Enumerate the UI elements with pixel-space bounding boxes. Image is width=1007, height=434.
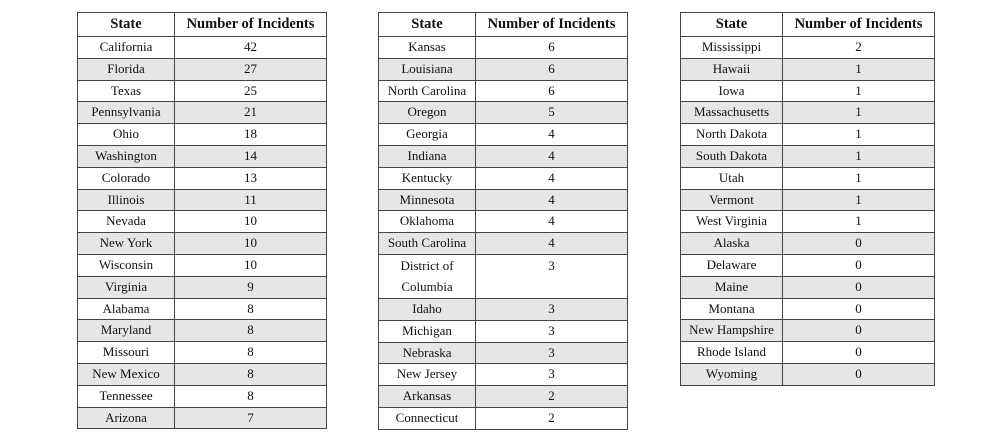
incident-count-cell: 6 xyxy=(476,80,628,102)
incident-count-cell: 2 xyxy=(476,407,628,429)
table-row xyxy=(681,102,935,124)
state-cell: Arizona xyxy=(78,407,175,429)
state-cell: South Carolina xyxy=(379,233,476,255)
state-cell: Minnesota xyxy=(379,189,476,211)
state-cell: Delaware xyxy=(681,254,783,276)
incident-count-cell: 8 xyxy=(175,342,327,364)
incident-count-cell: 7 xyxy=(175,407,327,429)
table-row xyxy=(379,167,628,189)
table-row xyxy=(681,37,935,59)
state-cell: New Mexico xyxy=(78,363,175,385)
table-row xyxy=(78,320,327,342)
table-row xyxy=(681,211,935,233)
state-cell: Maryland xyxy=(78,320,175,342)
state-cell: Illinois xyxy=(78,189,175,211)
incident-count-cell: 4 xyxy=(476,124,628,146)
incident-count-cell: 42 xyxy=(175,37,327,59)
state-cell: North Dakota xyxy=(681,124,783,146)
state-cell: Texas xyxy=(78,80,175,102)
state-cell: Louisiana xyxy=(379,58,476,80)
state-cell: Nebraska xyxy=(379,342,476,364)
state-cell: Tennessee xyxy=(78,385,175,407)
state-cell: Utah xyxy=(681,167,783,189)
incident-count-cell: 8 xyxy=(175,320,327,342)
state-column-header: State xyxy=(681,13,783,37)
table-row xyxy=(681,276,935,298)
state-cell: Michigan xyxy=(379,320,476,342)
incidents-column-header: Number of Incidents xyxy=(476,13,628,37)
state-cell: New York xyxy=(78,233,175,255)
table-row xyxy=(681,58,935,80)
table-row xyxy=(78,276,327,298)
table-body xyxy=(78,37,327,429)
state-cell: Colorado xyxy=(78,167,175,189)
incidents-column-header: Number of Incidents xyxy=(783,13,935,37)
incident-count-cell: 10 xyxy=(175,211,327,233)
table-row xyxy=(681,298,935,320)
state-cell: North Carolina xyxy=(379,80,476,102)
incidents-table-3 xyxy=(680,12,935,386)
table-header-row xyxy=(78,13,327,37)
incident-count-cell: 0 xyxy=(783,233,935,255)
incident-count-cell: 9 xyxy=(175,276,327,298)
table-row xyxy=(681,320,935,342)
state-cell: Rhode Island xyxy=(681,342,783,364)
table-row xyxy=(379,342,628,364)
incident-count-cell: 8 xyxy=(175,363,327,385)
table-row xyxy=(78,37,327,59)
state-cell: Wyoming xyxy=(681,363,783,385)
incidents-column-header: Number of Incidents xyxy=(175,13,327,37)
incident-count-cell: 0 xyxy=(783,298,935,320)
table-body xyxy=(379,37,628,430)
state-cell: Hawaii xyxy=(681,58,783,80)
incident-count-cell: 1 xyxy=(783,58,935,80)
table-row xyxy=(681,80,935,102)
state-cell: Oregon xyxy=(379,102,476,124)
state-cell: West Virginia xyxy=(681,211,783,233)
table-row xyxy=(379,254,628,298)
incident-count-cell: 0 xyxy=(783,342,935,364)
state-column-header: State xyxy=(78,13,175,37)
table-row xyxy=(78,145,327,167)
state-cell: Pennsylvania xyxy=(78,102,175,124)
table-row xyxy=(379,320,628,342)
incident-count-cell: 4 xyxy=(476,211,628,233)
table-row xyxy=(379,298,628,320)
incident-count-cell: 1 xyxy=(783,102,935,124)
incident-count-cell: 21 xyxy=(175,102,327,124)
incident-count-cell: 18 xyxy=(175,124,327,146)
state-cell: South Dakota xyxy=(681,145,783,167)
table-row xyxy=(78,211,327,233)
state-cell: Iowa xyxy=(681,80,783,102)
table-row xyxy=(78,254,327,276)
table-row xyxy=(681,189,935,211)
table-row xyxy=(379,102,628,124)
incident-count-cell: 4 xyxy=(476,233,628,255)
incident-count-cell: 3 xyxy=(476,254,628,298)
incident-count-cell: 13 xyxy=(175,167,327,189)
state-cell: Alabama xyxy=(78,298,175,320)
table-row xyxy=(379,124,628,146)
table-row xyxy=(681,254,935,276)
state-cell: Connecticut xyxy=(379,407,476,429)
state-cell: Wisconsin xyxy=(78,254,175,276)
table-row xyxy=(379,233,628,255)
incident-count-cell: 1 xyxy=(783,167,935,189)
incident-count-cell: 6 xyxy=(476,58,628,80)
table-row xyxy=(78,342,327,364)
incident-count-cell: 3 xyxy=(476,342,628,364)
table-row xyxy=(78,102,327,124)
state-cell: Georgia xyxy=(379,124,476,146)
incident-count-cell: 0 xyxy=(783,363,935,385)
state-cell: Montana xyxy=(681,298,783,320)
incident-count-cell: 1 xyxy=(783,211,935,233)
table-row xyxy=(379,37,628,59)
table-row xyxy=(78,189,327,211)
incident-count-cell: 3 xyxy=(476,298,628,320)
incidents-table-1 xyxy=(77,12,327,429)
state-cell: New Hampshire xyxy=(681,320,783,342)
table-row xyxy=(78,298,327,320)
table-body xyxy=(681,37,935,386)
incident-count-cell: 10 xyxy=(175,254,327,276)
table-header-row xyxy=(681,13,935,37)
incident-count-cell: 8 xyxy=(175,385,327,407)
table-row xyxy=(379,145,628,167)
table-row xyxy=(78,124,327,146)
incident-count-cell: 2 xyxy=(476,386,628,408)
incident-count-cell: 6 xyxy=(476,37,628,59)
table-row xyxy=(681,167,935,189)
state-cell: Kentucky xyxy=(379,167,476,189)
table-row xyxy=(379,58,628,80)
table-row xyxy=(379,211,628,233)
incident-count-cell: 4 xyxy=(476,167,628,189)
incident-count-cell: 2 xyxy=(783,37,935,59)
table-row xyxy=(78,58,327,80)
incident-count-cell: 1 xyxy=(783,189,935,211)
state-cell: Maine xyxy=(681,276,783,298)
state-cell: Alaska xyxy=(681,233,783,255)
state-cell: Oklahoma xyxy=(379,211,476,233)
state-cell: New Jersey xyxy=(379,364,476,386)
table-row xyxy=(379,364,628,386)
table-row xyxy=(78,363,327,385)
state-cell: California xyxy=(78,37,175,59)
state-cell: Indiana xyxy=(379,145,476,167)
state-cell: Nevada xyxy=(78,211,175,233)
table-row xyxy=(681,124,935,146)
state-cell: Vermont xyxy=(681,189,783,211)
table-header-row xyxy=(379,13,628,37)
incident-count-cell: 10 xyxy=(175,233,327,255)
table-row xyxy=(78,167,327,189)
table-row xyxy=(379,80,628,102)
incident-count-cell: 3 xyxy=(476,364,628,386)
state-cell: Kansas xyxy=(379,37,476,59)
state-cell: District of Columbia xyxy=(379,254,476,298)
state-cell: Missouri xyxy=(78,342,175,364)
incident-count-cell: 1 xyxy=(783,124,935,146)
incident-count-cell: 4 xyxy=(476,189,628,211)
state-cell: Ohio xyxy=(78,124,175,146)
incidents-table-2 xyxy=(378,12,628,430)
state-cell: Idaho xyxy=(379,298,476,320)
table-row xyxy=(379,386,628,408)
table-row xyxy=(379,189,628,211)
incident-count-cell: 4 xyxy=(476,145,628,167)
table-row xyxy=(681,342,935,364)
state-cell: Florida xyxy=(78,58,175,80)
incident-count-cell: 14 xyxy=(175,145,327,167)
incident-count-cell: 1 xyxy=(783,145,935,167)
incident-count-cell: 3 xyxy=(476,320,628,342)
incident-count-cell: 0 xyxy=(783,254,935,276)
incident-count-cell: 0 xyxy=(783,276,935,298)
incident-count-cell: 11 xyxy=(175,189,327,211)
state-cell: Washington xyxy=(78,145,175,167)
state-column-header: State xyxy=(379,13,476,37)
incident-count-cell: 5 xyxy=(476,102,628,124)
state-cell: Mississippi xyxy=(681,37,783,59)
incident-count-cell: 27 xyxy=(175,58,327,80)
incident-count-cell: 1 xyxy=(783,80,935,102)
table-row xyxy=(78,385,327,407)
incident-count-cell: 25 xyxy=(175,80,327,102)
table-row xyxy=(681,233,935,255)
table-row xyxy=(78,407,327,429)
table-row xyxy=(681,145,935,167)
table-row xyxy=(78,233,327,255)
table-row xyxy=(681,363,935,385)
state-cell: Massachusetts xyxy=(681,102,783,124)
state-cell: Virginia xyxy=(78,276,175,298)
incident-count-cell: 8 xyxy=(175,298,327,320)
table-row xyxy=(379,407,628,429)
state-cell: Arkansas xyxy=(379,386,476,408)
table-row xyxy=(78,80,327,102)
incident-count-cell: 0 xyxy=(783,320,935,342)
